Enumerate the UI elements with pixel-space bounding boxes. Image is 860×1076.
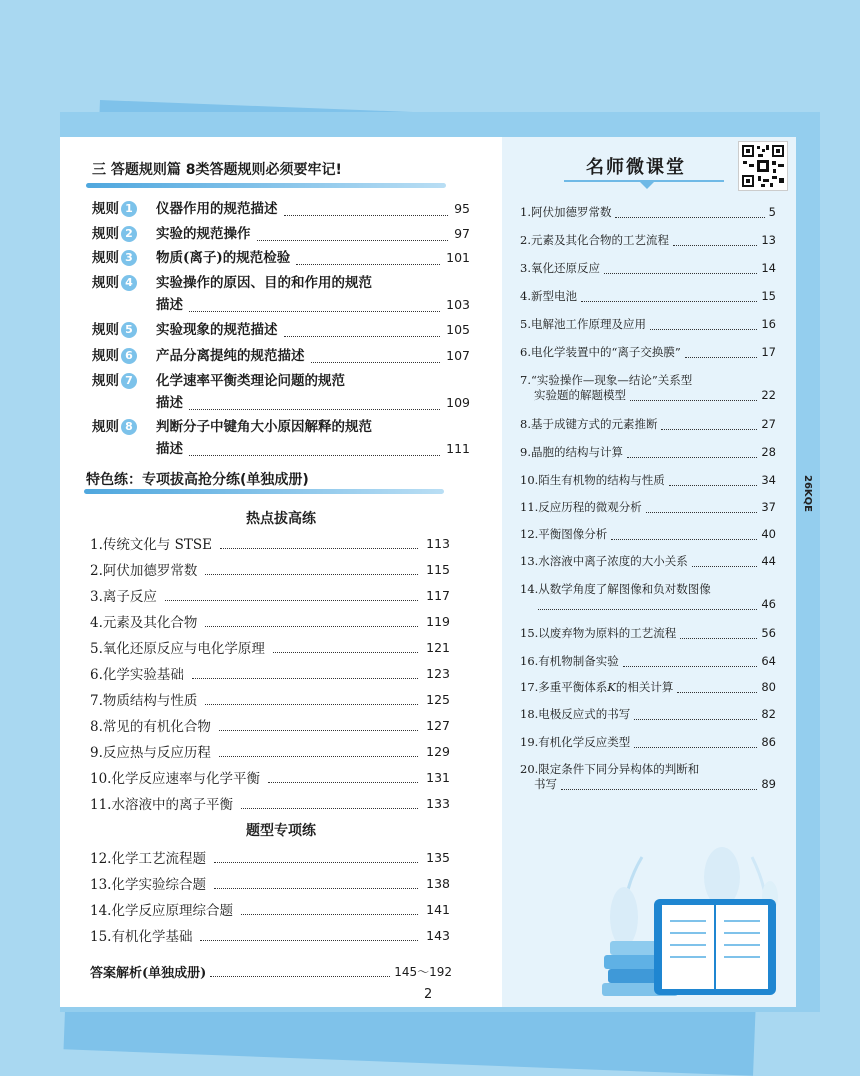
page-number: 109 — [446, 395, 470, 410]
lesson-entry[interactable]: 5.电解池工作原理及应用 16 — [520, 317, 776, 331]
lesson-entry[interactable]: 15.以废弃物为原料的工艺流程 56 — [520, 626, 776, 640]
lesson-entry[interactable]: 16.有机物制备实验 64 — [520, 654, 776, 668]
sidebar-title: 名师微课堂 — [586, 157, 686, 178]
page-number: 133 — [426, 795, 450, 811]
page-number: 145～192 — [394, 964, 452, 979]
toc-entry[interactable]: 4.元素及其化合物 119 — [90, 613, 450, 631]
rule-tag: 规则 2 — [92, 224, 137, 244]
rule-number-badge: 4 — [121, 275, 137, 291]
lesson-entry[interactable]: 20.限定条件下同分异构体的判断和 书写 89 — [520, 762, 776, 791]
rule-entry[interactable] — [92, 371, 470, 413]
toc-entry[interactable]: 8.常见的有机化合物 127 — [90, 717, 450, 735]
rule-title: 物质(离子)的规范检验 — [156, 250, 291, 266]
rule-number-badge: 2 — [121, 226, 137, 242]
toc-entry[interactable]: 10.化学反应速率与化学平衡 131 — [90, 769, 450, 787]
toc-entry[interactable]: 13.化学实验综合题 138 — [90, 875, 450, 893]
toc-entry[interactable]: 12.化学工艺流程题 135 — [90, 849, 450, 867]
rule-title: 实验的规范操作 — [156, 226, 251, 242]
page-number: 131 — [426, 769, 450, 785]
rule-title: 产品分离提纯的规范描述 — [156, 348, 305, 364]
lesson-entry[interactable]: 2.元素及其化合物的工艺流程 13 — [520, 233, 776, 247]
page-number: 119 — [426, 613, 450, 629]
rule-number-badge: 6 — [121, 348, 137, 364]
toc-entry[interactable]: 7.物质结构与性质 125 — [90, 691, 450, 709]
toc-entry[interactable]: 3.离子反应 117 — [90, 587, 450, 605]
rule-number-badge: 1 — [121, 201, 137, 217]
title-pointer — [639, 181, 655, 189]
toc-entry[interactable]: 5.氧化还原反应与电化学原理 121 — [90, 639, 450, 657]
page-number: 117 — [426, 587, 450, 603]
feature-underline — [84, 489, 444, 494]
lesson-entry[interactable]: 6.电化学装置中的“离子交换膜” 17 — [520, 345, 776, 359]
toc-entry[interactable]: 6.化学实验基础 123 — [90, 665, 450, 683]
rule-entry[interactable] — [92, 273, 470, 315]
qr-code-icon[interactable] — [738, 141, 788, 191]
rule-entry[interactable] — [92, 320, 470, 340]
rule-title: 仪器作用的规范描述 — [156, 201, 278, 217]
page-folio: 2 — [424, 987, 433, 1002]
page-number: 125 — [426, 691, 450, 707]
rule-title: 判断分子中键角大小原因解释的规范 — [156, 419, 372, 435]
lesson-entry[interactable]: 3.氧化还原反应 14 — [520, 261, 776, 275]
page-number: 127 — [426, 717, 450, 733]
rule-number-badge: 8 — [121, 419, 137, 435]
rule-tag: 规则 4 — [92, 273, 137, 293]
rule-tag: 规则 6 — [92, 346, 137, 366]
page-number: 95 — [454, 201, 470, 216]
page-number: 97 — [454, 226, 470, 241]
page-number: 129 — [426, 743, 450, 759]
page-number: 107 — [446, 348, 470, 363]
rule-tag: 规则 8 — [92, 417, 137, 437]
lesson-entry[interactable]: 10.陌生有机物的结构与性质 34 — [520, 473, 776, 487]
toc-entry[interactable]: 2.阿伏加德罗常数 115 — [90, 561, 450, 579]
rule-tag: 规则 7 — [92, 371, 137, 391]
rule-number-badge: 7 — [121, 373, 137, 389]
page-number: 138 — [426, 875, 450, 891]
rule-entry[interactable] — [92, 346, 470, 366]
page-number: 143 — [426, 927, 450, 943]
sidebar-micro-lessons — [502, 137, 796, 1007]
lesson-entry[interactable]: 8.基于成键方式的元素推断 27 — [520, 417, 776, 431]
rule-number-badge: 3 — [121, 250, 137, 266]
lesson-entry[interactable]: 12.平衡图像分析 40 — [520, 527, 776, 541]
rule-title-cont: 描述 — [156, 441, 183, 457]
toc-entry[interactable]: 15.有机化学基础 143 — [90, 927, 450, 945]
lesson-entry[interactable]: 4.新型电池 15 — [520, 289, 776, 303]
open-book-icon — [654, 899, 776, 995]
rule-entry[interactable] — [92, 199, 470, 219]
lesson-entry[interactable]: 1.阿伏加德罗常数 5 — [520, 205, 776, 219]
page-number: 123 — [426, 665, 450, 681]
section-heading: 三 答题规则篇 8类答题规则必须要牢记! — [92, 162, 342, 178]
books-illustration — [602, 837, 792, 997]
lesson-entry[interactable]: 17.多重平衡体系 K 的相关计算 80 — [520, 680, 776, 694]
rule-title-cont: 描述 — [156, 297, 183, 313]
toc-entry[interactable]: 14.化学反应原理综合题 141 — [90, 901, 450, 919]
answers-entry[interactable]: 答案解析(单独成册) 145～192 — [90, 964, 452, 981]
lesson-entry[interactable]: 14.从数学角度了解图像和负对数图像 46 — [520, 582, 776, 611]
page-number: 101 — [446, 250, 470, 265]
rule-entry[interactable] — [92, 248, 470, 268]
page-number: 105 — [446, 322, 470, 337]
lesson-entry[interactable]: 11.反应历程的微观分析 37 — [520, 500, 776, 514]
rule-entry[interactable] — [92, 224, 470, 244]
page-number: 111 — [446, 441, 470, 456]
lesson-entry[interactable]: 9.晶胞的结构与计算 28 — [520, 445, 776, 459]
toc-entry[interactable]: 11.水溶液中的离子平衡 133 — [90, 795, 450, 813]
lesson-entry[interactable]: 13.水溶液中离子浓度的大小关系 44 — [520, 554, 776, 568]
rule-entry[interactable] — [92, 417, 470, 459]
lesson-entry[interactable]: 18.电极反应式的书写 82 — [520, 707, 776, 721]
rule-title: 实验现象的规范描述 — [156, 322, 278, 338]
rule-title: 化学速率平衡类理论问题的规范 — [156, 373, 345, 389]
contents-page — [60, 137, 796, 1007]
page-number: 115 — [426, 561, 450, 577]
rule-title-cont: 描述 — [156, 395, 183, 411]
rule-tag: 规则 1 — [92, 199, 137, 219]
rule-title: 实验操作的原因、目的和作用的规范 — [156, 275, 372, 291]
side-code: 26KQE — [802, 475, 813, 512]
page-number: 113 — [426, 535, 450, 551]
lesson-entry[interactable]: 19.有机化学反应类型 86 — [520, 735, 776, 749]
left-column — [60, 137, 502, 1007]
page-number: 141 — [426, 901, 450, 917]
page-number: 103 — [446, 297, 470, 312]
feature-heading: 特色练：专项拔高抢分练(单独成册) — [86, 472, 309, 488]
page-number: 135 — [426, 849, 450, 865]
page-number: 121 — [426, 639, 450, 655]
toc-entry[interactable]: 9.反应热与反应历程 129 — [90, 743, 450, 761]
rule-number-badge: 5 — [121, 322, 137, 338]
rule-tag: 规则 5 — [92, 320, 137, 340]
heading-underline — [86, 183, 446, 188]
hot-section-title: 热点拔高练 — [246, 511, 316, 527]
rule-tag: 规则 3 — [92, 248, 137, 268]
type-section-title: 题型专项练 — [246, 823, 316, 839]
lesson-entry[interactable]: 7.“实验操作—现象—结论”关系型 实验题的解题模型 22 — [520, 373, 776, 402]
toc-entry[interactable]: 1.传统文化与 STSE 113 — [90, 535, 450, 553]
